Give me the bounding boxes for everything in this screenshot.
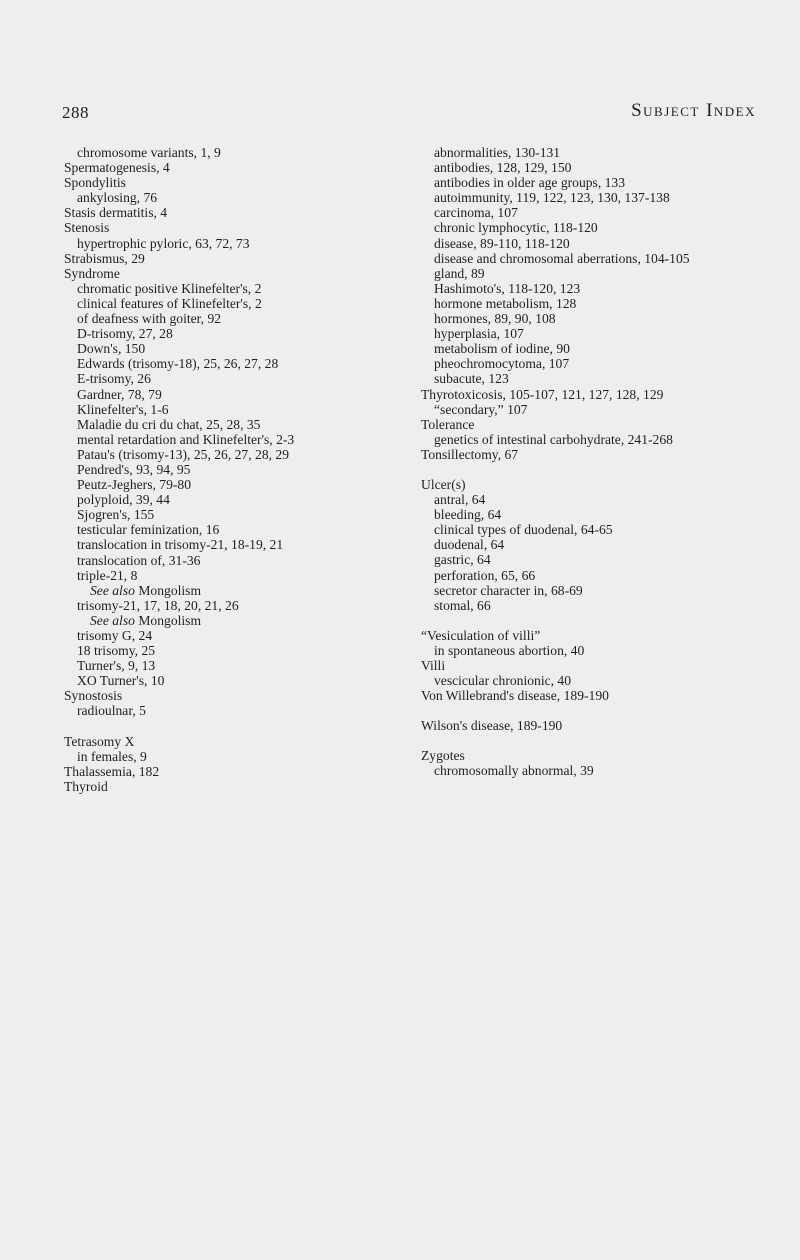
index-subentry	[421, 341, 781, 356]
index-subentry	[64, 281, 404, 296]
index-subentry	[421, 763, 781, 778]
entry-gap	[421, 733, 781, 748]
index-heading	[64, 764, 404, 779]
index-subentry	[64, 522, 404, 537]
entry-text: ankylosing, 76	[77, 190, 158, 206]
entry-text: translocation of, 31-36	[77, 552, 201, 568]
index-subentry	[421, 643, 781, 658]
index-subentry	[421, 492, 781, 507]
entry-text: Hashimoto's, 118-120, 123	[434, 280, 581, 296]
index-heading	[64, 688, 404, 703]
entry-text: Patau's (trisomy-13), 25, 26, 27, 28, 29	[77, 446, 290, 462]
index-subentry	[64, 462, 404, 477]
entry-text: Stenosis	[64, 220, 110, 236]
index-subentry	[64, 598, 404, 613]
entry-text: Strabismus, 29	[64, 250, 145, 266]
entry-text: Tonsillectomy, 67	[421, 446, 519, 462]
index-subentry	[421, 356, 781, 371]
index-subentry	[64, 311, 404, 326]
entry-text: Edwards (trisomy-18), 25, 26, 27, 28	[77, 356, 279, 372]
see-also-label: See also	[90, 582, 135, 598]
entry-text: clinical types of duodenal, 64-65	[434, 522, 613, 538]
index-subentry	[421, 311, 781, 326]
index-subentry	[421, 552, 781, 567]
see-also-label: See also	[90, 612, 135, 628]
entry-text: triple-21, 8	[77, 567, 138, 583]
index-subentry	[64, 356, 404, 371]
index-subentry	[421, 583, 781, 598]
entry-text: abnormalities, 130-131	[434, 145, 561, 160]
entry-text: Ulcer(s)	[421, 476, 466, 492]
index-subentry	[64, 658, 404, 673]
entry-text: Thyrotoxicosis, 105-107, 121, 127, 128, 129	[421, 386, 664, 402]
index-subentry	[64, 296, 404, 311]
entry-text: Thalassemia, 182	[64, 763, 160, 779]
entry-text: antral, 64	[434, 492, 486, 508]
index-heading	[421, 417, 781, 432]
index-subentry	[421, 371, 781, 386]
entry-text: carcinoma, 107	[434, 205, 518, 221]
entry-text: Mongolism	[134, 582, 202, 598]
index-heading	[64, 734, 404, 749]
running-head: Subject Index	[631, 100, 756, 121]
index-subentry	[421, 251, 781, 266]
index-subentry	[421, 236, 781, 251]
entry-text: “secondary,” 107	[434, 401, 528, 417]
entry-text: Tetrasomy X	[64, 733, 135, 749]
entry-text: metabolism of iodine, 90	[434, 341, 570, 357]
entry-text: Syndrome	[64, 265, 120, 281]
index-heading	[421, 658, 781, 673]
entry-text: disease and chromosomal aberrations, 104-105	[434, 250, 690, 266]
index-column-left	[64, 145, 404, 794]
index-subentry	[64, 447, 404, 462]
entry-text: hyperplasia, 107	[434, 326, 524, 342]
index-heading	[64, 266, 404, 281]
index-heading	[421, 387, 781, 402]
index-subentry	[64, 477, 404, 492]
index-heading	[421, 628, 781, 643]
index-subentry	[421, 507, 781, 522]
index-subentry	[421, 537, 781, 552]
index-subentry	[64, 583, 404, 598]
index-column-right	[421, 145, 781, 779]
index-subentry	[421, 522, 781, 537]
entry-text: Sjogren's, 155	[77, 507, 155, 523]
entry-text: hormone metabolism, 128	[434, 295, 577, 311]
entry-text: vescicular chronionic, 40	[434, 673, 572, 689]
entry-text: Thyroid	[64, 778, 108, 794]
index-subentry	[64, 326, 404, 341]
entry-text: Villi	[421, 658, 446, 673]
index-heading	[421, 477, 781, 492]
entry-text: bleeding, 64	[434, 507, 502, 523]
entry-text: autoimmunity, 119, 122, 123, 130, 137-138	[434, 190, 670, 206]
entry-text: hormones, 89, 90, 108	[434, 311, 556, 327]
entry-text: Tolerance	[421, 416, 475, 432]
page-number: 288	[62, 103, 89, 122]
entry-text: disease, 89-110, 118-120	[434, 235, 570, 251]
index-heading	[64, 175, 404, 190]
entry-text: polyploid, 39, 44	[77, 492, 170, 508]
entry-text: chromosomally abnormal, 39	[434, 763, 594, 779]
index-subentry	[64, 341, 404, 356]
entry-text: pheochromocytoma, 107	[434, 356, 570, 372]
index-subentry	[421, 145, 781, 160]
index-heading	[64, 160, 404, 175]
entry-text: Spermatogenesis, 4	[64, 160, 170, 176]
index-subentry	[64, 507, 404, 522]
index-subentry	[64, 492, 404, 507]
entry-text: mental retardation and Klinefelter's, 2-3	[77, 431, 295, 447]
entry-text: D-trisomy, 27, 28	[77, 326, 173, 342]
index-heading	[421, 688, 781, 703]
entry-text: in spontaneous abortion, 40	[434, 642, 585, 658]
entry-text: Pendred's, 93, 94, 95	[77, 461, 191, 477]
entry-text: Maladie du cri du chat, 25, 28, 35	[77, 416, 261, 432]
entry-text: antibodies, 128, 129, 150	[434, 160, 572, 176]
entry-text: translocation in trisomy-21, 18-19, 21	[77, 537, 284, 553]
entry-text: Mongolism	[134, 612, 202, 628]
entry-gap	[64, 719, 404, 734]
index-subentry	[64, 537, 404, 552]
entry-text: XO Turner's, 10	[77, 673, 165, 689]
index-heading	[421, 748, 781, 763]
entry-gap	[421, 613, 781, 628]
entry-text: Von Willebrand's disease, 189-190	[421, 688, 609, 704]
index-subentry	[421, 266, 781, 281]
index-subentry	[64, 432, 404, 447]
index-subentry	[421, 598, 781, 613]
index-subentry	[64, 749, 404, 764]
index-subentry	[421, 281, 781, 296]
entry-text: hypertrophic pyloric, 63, 72, 73	[77, 235, 250, 251]
index-subentry	[421, 220, 781, 235]
entry-text: chromatic positive Klinefelter's, 2	[77, 280, 262, 296]
index-heading	[421, 447, 781, 462]
index-subentry	[64, 553, 404, 568]
entry-text: Wilson's disease, 189-190	[421, 718, 563, 734]
index-subentry	[64, 236, 404, 251]
entry-text: clinical features of Klinefelter's, 2	[77, 295, 262, 311]
entry-text: gastric, 64	[434, 552, 491, 568]
entry-gap	[421, 462, 781, 477]
entry-text: Synostosis	[64, 688, 123, 704]
entry-text: duodenal, 64	[434, 537, 505, 553]
entry-gap	[421, 703, 781, 718]
entry-text: antibodies in older age groups, 133	[434, 175, 626, 191]
index-subentry	[421, 673, 781, 688]
entry-text: Klinefelter's, 1-6	[77, 401, 169, 417]
entry-text: secretor character in, 68-69	[434, 582, 583, 598]
index-heading	[64, 251, 404, 266]
entry-text: stomal, 66	[434, 597, 491, 613]
index-subentry	[64, 371, 404, 386]
entry-text: Zygotes	[421, 748, 465, 764]
index-subentry	[421, 296, 781, 311]
index-subentry	[421, 205, 781, 220]
index-heading	[64, 205, 404, 220]
index-subentry	[64, 643, 404, 658]
index-subentry	[64, 417, 404, 432]
entry-text: perforation, 65, 66	[434, 567, 536, 583]
entry-text: radioulnar, 5	[77, 703, 146, 719]
entry-text: Peutz-Jeghers, 79-80	[77, 477, 192, 493]
index-subentry	[421, 326, 781, 341]
entry-text: trisomy G, 24	[77, 628, 153, 643]
entry-text: Gardner, 78, 79	[77, 386, 162, 402]
index-subentry	[421, 432, 781, 447]
entry-text: 18 trisomy, 25	[77, 643, 156, 659]
index-subentry	[421, 568, 781, 583]
index-subentry	[64, 628, 404, 643]
entry-text: genetics of intestinal carbohydrate, 241-268	[434, 431, 673, 447]
entry-text: gland, 89	[434, 265, 485, 281]
index-subentry	[421, 402, 781, 417]
index-subentry	[64, 190, 404, 205]
entry-text: trisomy-21, 17, 18, 20, 21, 26	[77, 597, 239, 613]
index-subentry	[64, 703, 404, 718]
entry-text: E-trisomy, 26	[77, 371, 151, 387]
entry-text: of deafness with goiter, 92	[77, 311, 222, 327]
entry-text: Down's, 150	[77, 341, 146, 357]
entry-text: Spondylitis	[64, 175, 126, 191]
index-heading	[64, 779, 404, 794]
entry-text: Stasis dermatitis, 4	[64, 205, 168, 221]
index-subentry	[64, 673, 404, 688]
entry-text: “Vesiculation of villi”	[421, 627, 541, 643]
index-subentry	[421, 190, 781, 205]
index-subentry	[64, 568, 404, 583]
index-subentry	[64, 387, 404, 402]
entry-text: testicular feminization, 16	[77, 522, 220, 538]
entry-text: in females, 9	[77, 748, 147, 764]
entry-text: Turner's, 9, 13	[77, 658, 156, 674]
index-subentry	[421, 160, 781, 175]
index-heading	[64, 220, 404, 235]
index-subentry	[421, 175, 781, 190]
entry-text: chromosome variants, 1, 9	[77, 145, 221, 160]
index-heading	[421, 718, 781, 733]
index-subentry	[64, 402, 404, 417]
entry-text: chronic lymphocytic, 118-120	[434, 220, 598, 236]
index-subentry	[64, 613, 404, 628]
entry-text: subacute, 123	[434, 371, 509, 387]
index-subentry	[64, 145, 404, 160]
